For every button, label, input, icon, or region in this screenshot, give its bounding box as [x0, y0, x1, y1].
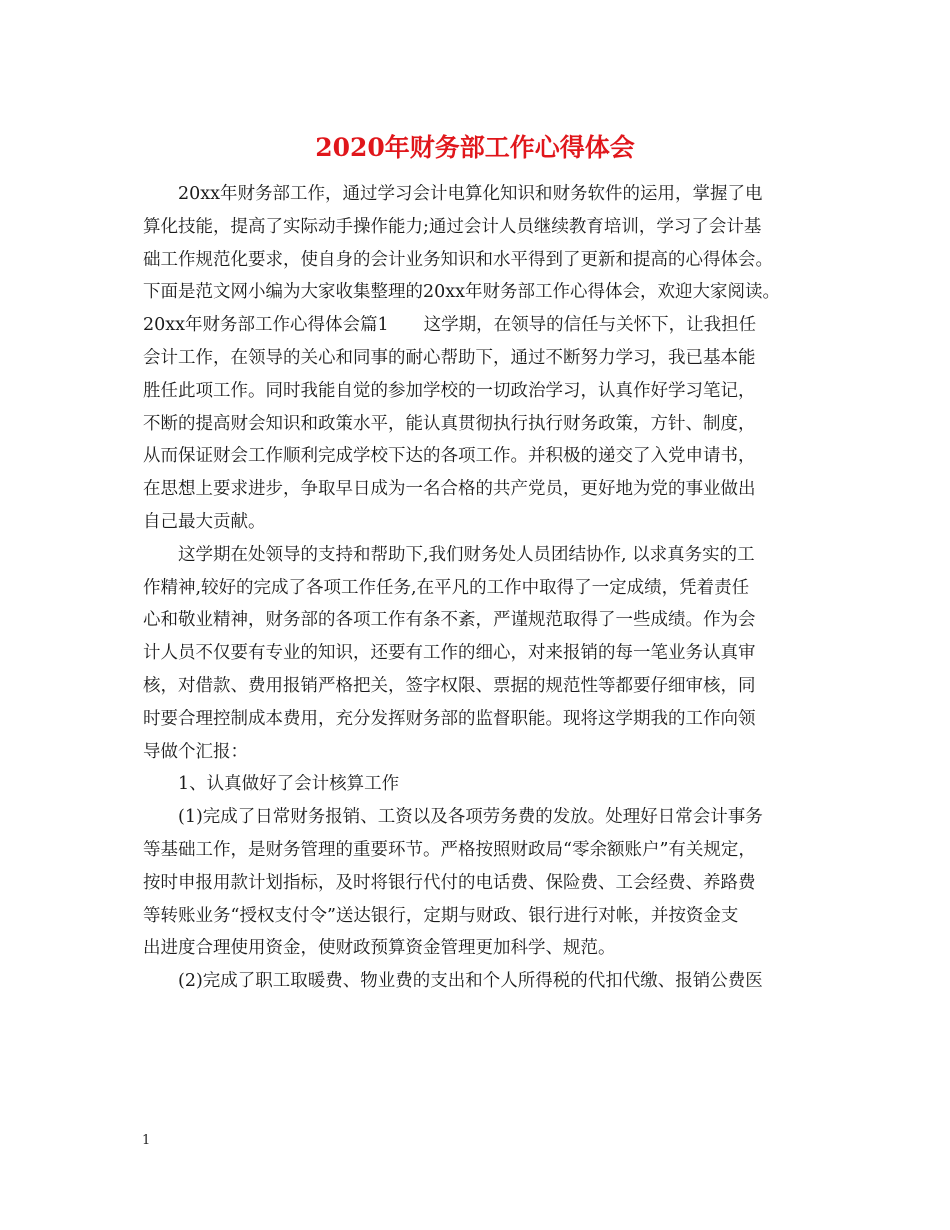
text-line: 这学期在处领导的支持和帮助下,我们财务处人员团结协作, 以求真务实的工	[178, 544, 755, 565]
text-line: 时要合理控制成本费用，充分发挥财务部的监督职能。现将这学期我的工作向领	[143, 708, 756, 729]
text-line: 心和敬业精神，财务部的各项工作有条不紊，严谨规范取得了一些成绩。作为会	[143, 610, 756, 631]
text-line: 在思想上要求进步，争取早日成为一名合格的共产党员，更好地为党的事业做出	[143, 479, 756, 500]
text-line: 等转账业务“授权支付令”送达银行，定期与财政、银行进行对帐，并按资金支	[143, 905, 739, 926]
page-number: 1	[142, 1133, 151, 1148]
text-line: 从而保证财会工作顺利完成学校下达的各项工作。并积极的递交了入党申请书，	[143, 446, 756, 467]
text-line: 计人员不仅要有专业的知识，还要有工作的细心，对来报销的每一笔业务认真审	[143, 643, 756, 664]
text-line: 等基础工作，是财务管理的重要环节。严格按照财政局“零余额账户”有关规定，	[143, 839, 756, 860]
text-line: 算化技能，提高了实际动手操作能力;通过会计人员继续教育培训，学习了会计基	[143, 216, 762, 237]
text-line: 会计工作，在领导的关心和同事的耐心帮助下，通过不断努力学习，我已基本能	[143, 347, 756, 368]
page-title: 2020年财务部工作心得体会	[315, 133, 635, 162]
text-line: (2)完成了职工取暖费、物业费的支出和个人所得税的代扣代缴、报销公费医	[178, 971, 763, 992]
document-body	[143, 178, 823, 998]
text-line: (1)完成了日常财务报销、工资以及各项劳务费的发放。处理好日常会计事务	[178, 807, 763, 828]
text-line: 不断的提高财会知识和政策水平，能认真贯彻执行执行财务政策，方针、制度，	[143, 413, 756, 434]
text-line: 核，对借款、费用报销严格把关，签字权限、票据的规范性等都要仔细审核，同	[143, 675, 756, 696]
text-line: 导做个汇报：	[143, 741, 248, 762]
text-line: 20xx年财务部工作，通过学习会计电算化知识和财务软件的运用，掌握了电	[178, 184, 763, 204]
text-line: 自己最大贡献。	[143, 511, 266, 532]
text-line: 按时申报用款计划指标，及时将银行代付的电话费、保险费、工会经费、养路费	[143, 872, 756, 893]
text-line: 胜任此项工作。同时我能自觉的参加学校的一切政治学习，认真作好学习笔记，	[143, 380, 756, 401]
text-line: 下面是范文网小编为大家收集整理的20xx年财务部工作心得体会，欢迎大家阅读。	[143, 282, 781, 303]
text-line: 作精神,较好的完成了各项工作任务,在平凡的工作中取得了一定成绩，凭着责任	[143, 577, 750, 598]
text-line: 出进度合理使用资金，使财政预算资金管理更加科学、规范。	[143, 938, 616, 959]
text-line: 1、认真做好了会计核算工作	[178, 774, 400, 795]
text-line: 20xx年财务部工作心得体会篇1 这学期，在领导的信任与关怀下，让我担任	[143, 315, 757, 336]
text-line: 础工作规范化要求，使自身的会计业务知识和水平得到了更新和提高的心得体会。	[143, 249, 773, 270]
